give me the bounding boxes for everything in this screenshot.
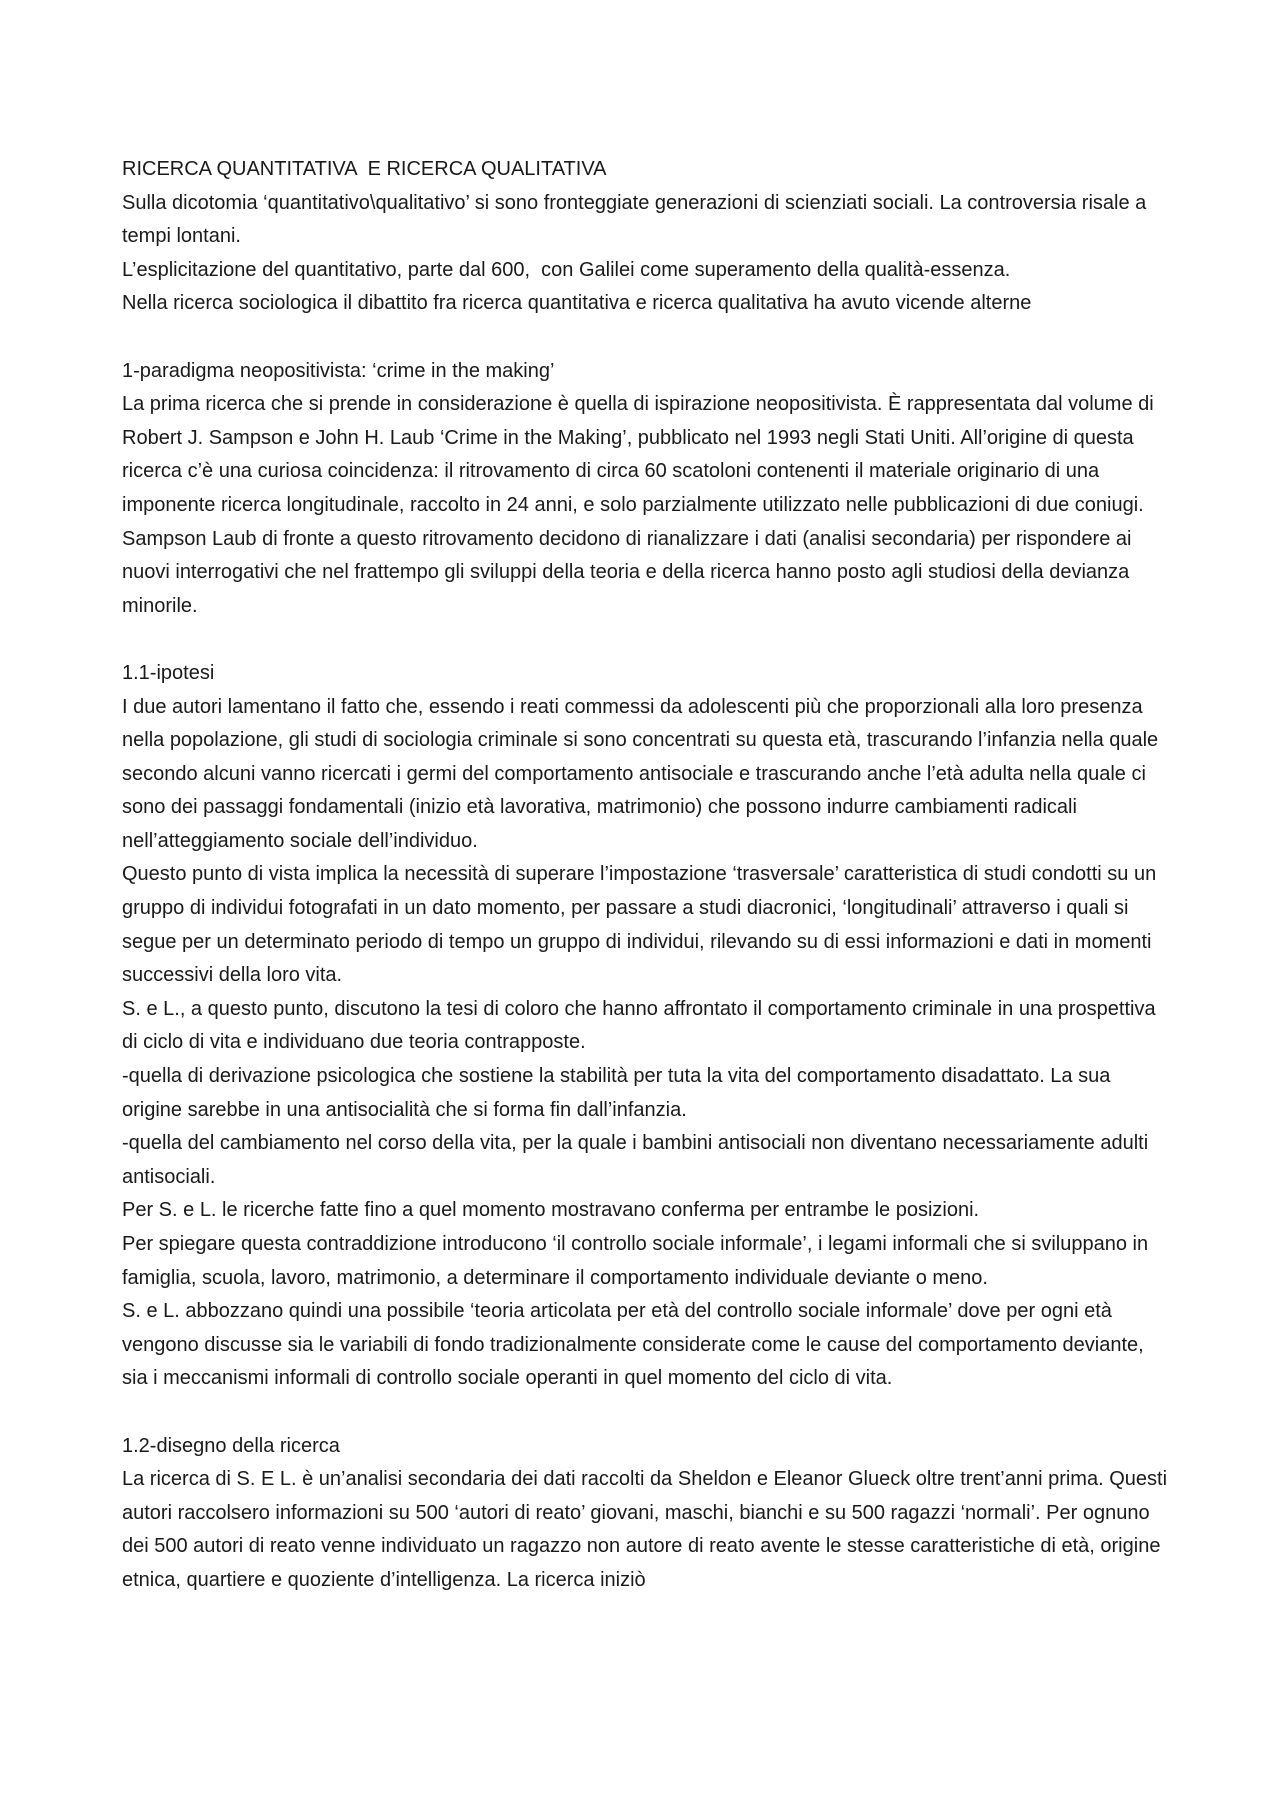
section-paragraph: -quella del cambiamento nel corso della vita, per la quale i bambini antisociali non diventano necessariamente adulti antisociali.: [122, 1132, 1154, 1188]
section-paragraph: Per spiegare questa contraddizione introducono ‘il controllo sociale informale’, i legami informali che si sviluppano in famiglia, scuola, lavoro, matrimonio, a determinare il comportamento individuale deviante o meno.: [122, 1233, 1154, 1289]
section-paragraph: I due autori lamentano il fatto che, essendo i reati commessi da adolescenti più che proporzionali alla loro presenza nella popolazione, gli studi di sociologia criminale si sono concentrati su questa età, trascurando l’infanzia nella quale secondo alcuni vanno ricercati i germi del comportamento antisociale e trascurando anche l’età adulta nella quale ci sono dei passaggi fondamentali (inizio età lavorativa, matrimonio) che possono indurre cambiamenti radicali nell’atteggiamento sociale dell’individuo.: [122, 695, 1164, 852]
blank-line: [122, 321, 1167, 355]
section-paragraph: Per S. e L. le ricerche fatte fino a quel momento mostravano conferma per entrambe le posizioni.: [122, 1199, 980, 1222]
section-paragraph: La prima ricerca che si prende in considerazione è quella di ispirazione neopositivista. È rappresentata dal volume di Robert J. Sampson e John H. Laub ‘Crime in the Making’, pubblicato nel 1993 negli Stati Uniti. All’origine di questa ricerca c’è una curiosa coincidenza: il ritrovamento di circa 60 scatoloni contenenti il materiale originario di una imponente ricerca longitudinale, raccolto in 24 anni, e solo parzialmente utilizzato nelle pubblicazioni di due coniugi. Sampson Laub di fronte a questo ritrovamento decidono di rianalizzare i dati (analisi secondaria) per rispondere ai nuovi interrogativi che nel frattempo gli sviluppi della teoria e della ricerca hanno posto agli studiosi della devianza minorile.: [122, 393, 1160, 617]
intro-paragraph: L’esplicitazione del quantitativo, parte dal 600, con Galilei come superamento della qualità-essenza.: [122, 258, 1011, 281]
section-paragraph: -quella di derivazione psicologica che sostiene la stabilità per tuta la vita del comportamento disadattato. La sua origine sarebbe in una antisocialità che si forma fin dall’infanzia.: [122, 1065, 1116, 1121]
intro-paragraph: Sulla dicotomia ‘quantitativo\qualitativo’ si sono fronteggiate generazioni di scienziati sociali. La controversia risale a tempi lontani.: [122, 191, 1152, 248]
blank-line: [122, 623, 1167, 657]
intro-paragraph: Nella ricerca sociologica il dibattito fra ricerca quantitativa e ricerca qualitativa ha avuto vicende alterne: [122, 292, 1032, 315]
section-paragraph: La ricerca di S. E L. è un’analisi secondaria dei dati raccolti da Sheldon e Eleanor Glueck oltre trent’anni prima. Questi autori raccolsero informazioni su 500 ‘autori di reato’ giovani, maschi, bianchi e su 500 ragazzi ‘normali’. Per ognuno dei 500 autori di reato venne individuato un ragazzo non autore di reato avente le stesse caratteristiche di età, origine etnica, quartiere e quoziente d’intelligenza. La ricerca iniziò: [122, 1468, 1173, 1591]
document-title: RICERCA QUANTITATIVA E RICERCA QUALITATIVA: [122, 158, 607, 180]
section-paragraph: S. e L., a questo punto, discutono la tesi di coloro che hanno affrontato il comportamento criminale in una prospettiva di ciclo di vita e individuano due teoria contrapposte.: [122, 997, 1162, 1054]
document-body: [122, 153, 1173, 1598]
blank-line: [122, 1396, 1167, 1430]
section-paragraph: S. e L. abbozzano quindi una possibile ‘teoria articolata per età del controllo sociale informale’ dove per ogni età vengono discusse sia le variabili di fondo tradizionalmente considerate come le cause del comportamento deviante, sia i meccanismi informali di controllo sociale operanti in quel momento del ciclo di vita.: [122, 1300, 1150, 1390]
section-heading: 1-paradigma neopositivista: ‘crime in the making’: [122, 359, 555, 382]
section-heading: 1.2-disegno della ricerca: [122, 1434, 340, 1457]
section-heading: 1.1-ipotesi: [122, 661, 215, 684]
section-paragraph: Questo punto di vista implica la necessità di superare l’impostazione ‘trasversale’ caratteristica di studi condotti su un gruppo di individui fotografati in un dato momento, per passare a studi diacronici, ‘longitudinali’ attraverso i quali si segue per un determinato periodo di tempo un gruppo di individui, rilevando su di essi informazioni e dati in momenti successivi della loro vita.: [122, 863, 1162, 987]
